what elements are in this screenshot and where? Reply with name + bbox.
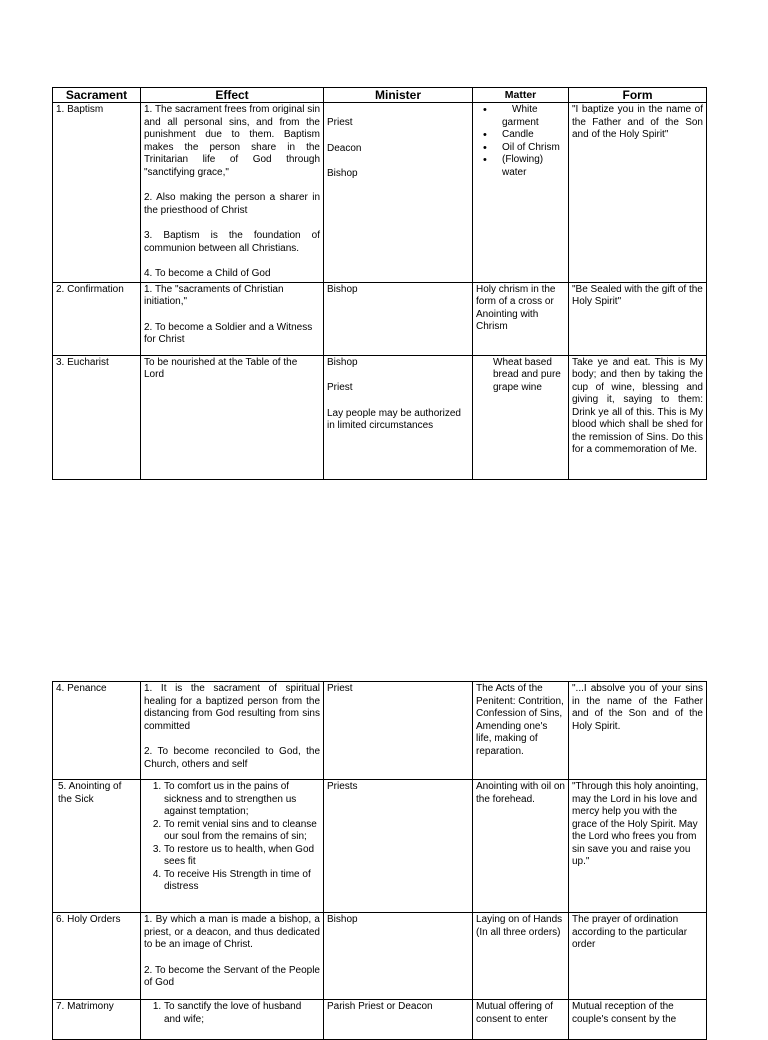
sacraments-table-part-1 [52,87,707,480]
header-row [53,88,707,103]
effect-line: 2. To become reconciled to God, the Church, others and self [144,746,320,770]
effect-list [144,1001,320,1026]
effect-cell [141,682,324,780]
minister-line: Parish Priest or Deacon [327,1001,433,1012]
sacrament-cell: 1. Baptism [53,103,141,283]
effect-line: 4. To become a Child of God [144,268,271,279]
list-item: 3. To restore us to health, when God sees fit [164,844,320,869]
form-cell: Mutual reception of the couple's consent by the [569,1000,707,1040]
matter-item: Candle [502,129,534,140]
list-item: 1. To comfort us in the pains of sickness and to strengthen us against temptation; [164,781,320,819]
table-row [53,355,707,479]
minister-cell [324,103,473,283]
effect-line: To be nourished at the Table of the Lord [144,356,298,380]
effect-cell [141,355,324,479]
minister-cell [324,913,473,1000]
minister-line: Priest [327,683,353,694]
list-item [480,154,565,179]
effect-cell [141,780,324,913]
sacrament-cell: 4. Penance [53,682,141,780]
sacrament-cell: 2. Confirmation [53,282,141,355]
header-minister: Minister [324,88,473,103]
table-row [53,282,707,355]
table-row [53,682,707,780]
effect-cell [141,1000,324,1040]
effect-line: 2. To become the Servant of the People of God [144,964,320,988]
effect-line: 2. Also making the person a sharer in the priesthood of Christ [144,192,320,216]
list-item: 2. To remit venial sins and to cleanse our soul from the remains of sin; [164,819,320,844]
matter-cell: The Acts of the Penitent: Contrition, Confession of Sins, Amending one's life, making of reparation. [473,682,569,780]
minister-line: Lay people may be authorized in limited circumstances [327,407,461,431]
effect-cell [141,913,324,1000]
minister-line: Deacon [327,142,362,154]
effect-line: 1. The "sacraments of Christian initiation," [144,283,284,307]
minister-line: Bishop [327,356,358,368]
form-cell: The prayer of ordination according to the particular order [569,913,707,1000]
minister-line: Bishop [327,283,358,295]
header-sacrament: Sacrament [53,88,141,103]
list-item [480,104,565,129]
minister-line: Priest [327,382,353,393]
minister-line: Bishop [327,914,358,925]
matter-cell: Laying on of Hands (In all three orders) [473,913,569,1000]
matter-cell [473,103,569,283]
effect-line: 3. Baptism is the foundation of communion between all Christians. [144,230,320,254]
sacrament-cell: 6. Holy Orders [53,913,141,1000]
matter-item: (Flowing) water [502,154,544,178]
table-row [53,1000,707,1040]
matter-cell: Anointing with oil on the forehead. [473,780,569,913]
table-row [53,780,707,913]
list-item: 4. To receive His Strength in time of distress [164,869,320,894]
sacrament-label: 5. Anointing of the Sick [58,781,122,805]
list-item: 1. To sanctify the love of husband and wife; [164,1001,320,1026]
sacraments-table-part-2 [52,681,707,1040]
matter-cell [473,355,569,479]
form-cell: "Be Sealed with the gift of the Holy Spirit" [569,282,707,355]
minister-line: Bishop [327,168,358,179]
minister-cell [324,282,473,355]
table-row [53,913,707,1000]
minister-cell [324,355,473,479]
effect-list [144,781,320,894]
minister-line: Priest [327,117,353,128]
header-effect: Effect [141,88,324,103]
effect-cell [141,103,324,283]
sacrament-cell: 3. Eucharist [53,355,141,479]
matter-list [476,104,565,179]
effect-line: 1. The sacrament frees from original sin and all personal sins, and from the punishment due to them. Baptism makes the person share in the Trinitarian life of God through "sanctifying grace," [144,104,321,178]
form-cell: "Through this holy anointing, may the Lord in his love and mercy help you with the grace of the Holy Spirit. May the Lord who frees you from sin save you and raise you up." [569,780,707,913]
minister-line: Priests [327,781,358,792]
matter-cell: Holy chrism in the form of a cross or Anointing with Chrism [473,282,569,355]
list-item [480,142,565,155]
minister-cell [324,682,473,780]
list-item [480,129,565,142]
form-cell: "I baptize you in the name of the Father and of the Son and of the Holy Spirit" [569,103,707,283]
matter-item: White garment [502,104,539,128]
effect-line: 1. By which a man is made a bishop, a priest, or a deacon, and thus dedicated to be an image of Christ. [144,914,320,950]
form-cell: "...I absolve you of your sins in the name of the Father and of the Son and of the Holy Spirit. [569,682,707,780]
header-matter: Matter [473,88,569,103]
minister-cell [324,1000,473,1040]
effect-line: 1. It is the sacrament of spiritual healing for a baptized person from the distancing from God resulting from sins committed [144,683,320,732]
effect-line: 2. To become a Soldier and a Witness for Christ [144,321,313,345]
matter-text: Wheat based bread and pure grape wine [493,356,561,393]
header-form: Form [569,88,707,103]
table-row [53,103,707,283]
matter-cell: Mutual offering of consent to enter [473,1000,569,1040]
sacrament-cell: 7. Matrimony [53,1000,141,1040]
form-cell: Take ye and eat. This is My body; and then by taking the cup of wine, blessing and giving it, saying to them: Drink ye all of this. This is My blood which shall be shed for the remission of Sins. Do this for a commemoration of Me. [569,355,707,479]
matter-item: Oil of Chrism [502,141,560,153]
minister-cell [324,780,473,913]
sacrament-cell [53,780,141,913]
effect-cell [141,282,324,355]
